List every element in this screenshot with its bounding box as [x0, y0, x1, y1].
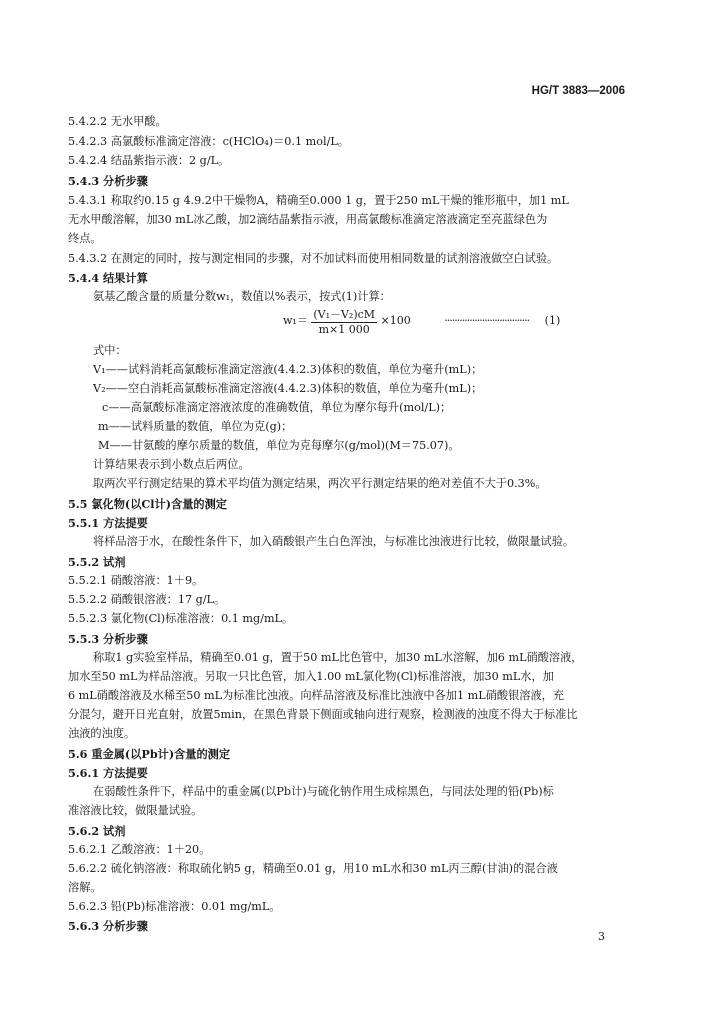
text-line: 加水至50 mL为样品溶液。另取一只比色管，加入1.00 mL氯化物(Cl)标准溶液，加30 mL水，加: [68, 670, 554, 683]
formula-rhs: ×100: [380, 314, 411, 327]
text-line: 6 mL硝酸溶液及水稀至50 mL为标准比浊液。向样品溶液及标准比浊液中各加1 mL硝酸银溶液，充: [68, 689, 565, 702]
text-line: 溶解。: [68, 881, 102, 894]
text-line: 5.4.3.2 在测定的同时，按与测定相同的步骤，对不加试料而使用相同数量的试剂溶液做空白试验。: [68, 252, 559, 265]
formula-numerator: (V₁－V₂)cM: [313, 308, 376, 321]
section-heading: 5.5.1 方法提要: [68, 516, 148, 530]
section-heading: 5.6 重金属(以Pb计)含量的测定: [68, 747, 231, 761]
section-heading: 5.4.4 结果计算: [68, 271, 148, 285]
section-heading: 5.6.2 试剂: [68, 824, 126, 838]
text-line: 5.6.2.1 乙酸溶液：1＋20。: [68, 843, 211, 856]
text-line: 5.6.2.3 铅(Pb)标准溶液：0.01 mg/mL。: [68, 900, 281, 913]
text-line: 5.5.2.2 硝酸银溶液：17 g/L。: [68, 593, 226, 606]
text-line: 5.5.2.3 氯化物(Cl)标准溶液：0.1 mg/mL。: [68, 612, 294, 625]
text-line: 终点。: [68, 232, 102, 245]
section-heading: 5.5.3 分析步骤: [68, 632, 148, 646]
text-line: 将样品溶于水，在酸性条件下，加入硝酸银产生白色浑浊，与标准比浊液进行比较，做限量试验。: [93, 535, 575, 548]
text-line: 5.4.2.2 无水甲酸。: [68, 115, 167, 128]
text-line: 5.5.2.1 硝酸溶液：1＋9。: [68, 574, 204, 587]
section-heading: 5.5 氯化物(以Cl计)含量的测定: [68, 497, 227, 511]
text-line: m——试料质量的数值，单位为克(g)；: [98, 420, 293, 433]
formula-fraction: [311, 306, 377, 336]
text-line: 5.6.2.2 硫化钠溶液：称取硫化钠5 g，精确至0.01 g，用10 mL水和30 mL丙三醇(甘油)的混合液: [68, 862, 558, 875]
text-line: 分混匀，避开日光直射，放置5min，在黑色背景下侧面或轴向进行观察，检测液的浊度不得大于标准比: [68, 708, 578, 721]
page-number: 3: [598, 930, 605, 943]
text-line: 式中：: [93, 344, 127, 357]
text-line: M——甘氨酸的摩尔质量的数值，单位为克每摩尔(g/mol)(M＝75.07)。: [98, 439, 460, 452]
text-line: 取两次平行测定结果的算术平均值为测定结果，两次平行测定结果的绝对差值不大于0.3%。: [93, 477, 547, 490]
text-line: c——高氯酸标准滴定溶液浓度的准确数值，单位为摩尔每升(mol/L)；: [102, 401, 452, 414]
text-line: 5.4.3.1 称取约0.15 g 4.9.2中干燥物A，精确至0.000 1 g，置于250 mL干燥的锥形瓶中，加1 mL: [68, 194, 569, 207]
text-line: 氨基乙酸含量的质量分数w₁，数值以%表示，按式(1)计算：: [93, 290, 391, 303]
equation-1: [283, 306, 560, 336]
text-line: 5.4.2.3 高氯酸标准滴定溶液：c(HClO₄)＝0.1 mol/L。: [68, 135, 349, 148]
text-line: V₁——试料消耗高氯酸标准滴定溶液(4.4.2.3)体积的数值，单位为毫升(mL)；: [93, 363, 483, 376]
section-heading: 5.5.2 试剂: [68, 555, 126, 569]
text-line: 准溶液比较，做限量试验。: [68, 804, 203, 817]
section-heading: 5.6.1 方法提要: [68, 766, 148, 780]
text-line: 称取1 g实验室样品，精确至0.01 g，置于50 mL比色管中，加30 mL水溶解，加6 mL硝酸溶液，: [93, 651, 583, 664]
formula-label: (1): [544, 314, 561, 327]
section-heading: 5.4.3 分析步骤: [68, 174, 148, 188]
formula-lhs: w₁＝: [283, 314, 308, 327]
section-heading: 5.6.3 分析步骤: [68, 919, 148, 933]
formula-denominator: m×1 000: [318, 323, 370, 336]
text-line: 在弱酸性条件下，样品中的重金属(以Pb计)与硫化钠作用生成棕黑色，与同法处理的铅(Pb)标: [93, 785, 554, 798]
text-line: 计算结果表示到小数点后两位。: [93, 458, 250, 471]
text-line: V₂——空白消耗高氯酸标准滴定溶液(4.4.2.3)体积的数值，单位为毫升(mL)；: [93, 382, 483, 395]
text-line: 5.4.2.4 结晶紫指示液：2 g/L。: [68, 154, 230, 167]
formula-leader-dots: ··································: [444, 314, 530, 327]
standard-code-header: HG/T 3883—2006: [531, 85, 625, 97]
text-line: 浊液的浊度。: [68, 727, 136, 740]
text-line: 无水甲酸溶解，加30 mL冰乙酸，加2滴结晶紫指示液，用高氯酸标准滴定溶液滴定至亮蓝绿色为: [68, 213, 548, 226]
